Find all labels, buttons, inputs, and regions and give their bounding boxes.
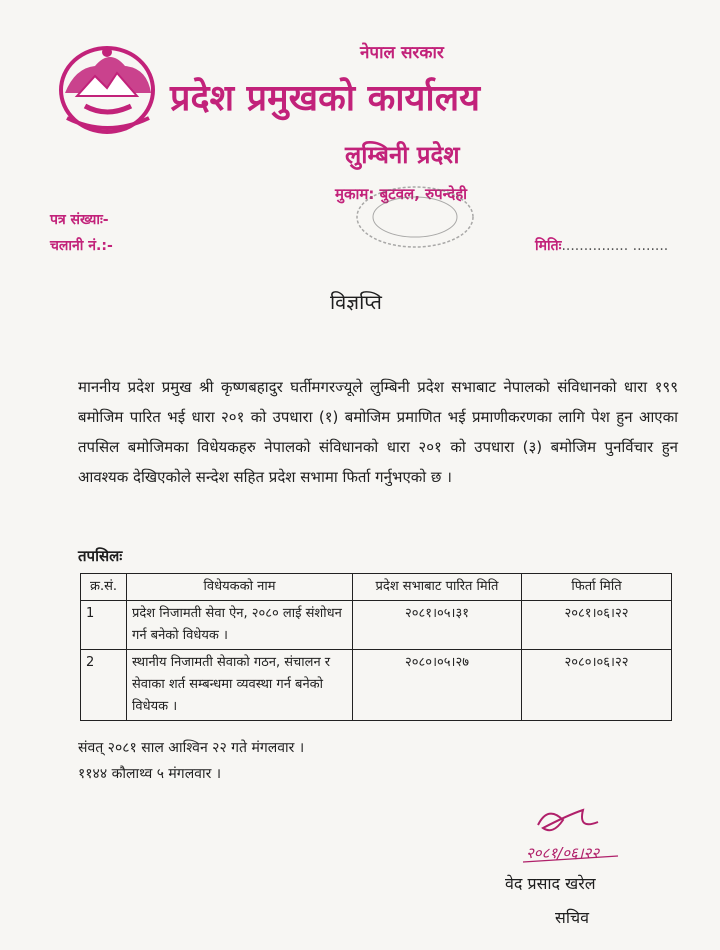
header-returned-date: फिर्ता मिति bbox=[522, 574, 672, 601]
signature-icon bbox=[508, 800, 638, 870]
date-field bbox=[535, 236, 668, 255]
footer-date-ns: ११४४ कौलाथ्व ५ मंगलवार । bbox=[78, 766, 222, 782]
row-returned-date: २०८०।०६।२२ bbox=[522, 650, 672, 721]
header-passed-date: प्रदेश सभाबाट पारित मिति bbox=[353, 574, 522, 601]
footer-date-bs: संवत् २०८१ साल आश्विन २२ गते मंगलवार । bbox=[78, 740, 305, 756]
header-bill-name: विधेयकको नाम bbox=[127, 574, 353, 601]
province-name: लुम्बिनी प्रदेश bbox=[345, 141, 460, 169]
row-passed-date: २०८१।०५।३१ bbox=[353, 601, 522, 650]
row-passed-date: २०८०।०५।२७ bbox=[353, 650, 522, 721]
table-row bbox=[81, 601, 672, 650]
bills-table bbox=[80, 573, 672, 721]
table-row bbox=[81, 650, 672, 721]
header-serial: क्र.सं. bbox=[81, 574, 127, 601]
details-label: तपसिलः bbox=[78, 547, 123, 565]
nepal-emblem-icon bbox=[55, 38, 160, 138]
row-serial: 2 bbox=[81, 650, 127, 721]
office-stamp-icon bbox=[350, 182, 480, 252]
row-bill-name: स्थानीय निजामती सेवाको गठन, संचालन र सेवाका शर्त सम्बन्धमा व्यवस्था गर्न बनेको विधेयक । bbox=[127, 650, 353, 721]
signatory-title: सचिव bbox=[555, 908, 590, 927]
dispatch-number-label: चलानी नं.:- bbox=[50, 238, 113, 254]
government-name: नेपाल सरकार bbox=[360, 43, 444, 63]
row-bill-name: प्रदेश निजामती सेवा ऐन, २०८० लाई संशोधन गर्न बनेको विधेयक । bbox=[127, 601, 353, 650]
date-label: मितिः bbox=[535, 238, 562, 254]
row-returned-date: २०८१।०६।२२ bbox=[522, 601, 672, 650]
date-value: ............... ........ bbox=[561, 238, 669, 254]
signed-date: २०८१/०६।२२ bbox=[526, 844, 600, 862]
notice-title: विज्ञप्ति bbox=[330, 290, 382, 314]
office-title: प्रदेश प्रमुखको कार्यालय bbox=[170, 78, 481, 119]
notice-body: माननीय प्रदेश प्रमुख श्री कृष्णबहादुर घर्तीमगरज्यूले लुम्बिनी प्रदेश सभाबाट नेपालको संविधानको धारा १९९ बमोजिम पारित भई धारा २०१ को उपधारा (१) बमोजिम प्रमाणित भई प्रमाणीकरणका लागि पेश हुन आएका तपसिल बमोजिमका विधेयकहरु नेपालको संविधानको धारा २०१ को उपधारा (३) बमोजिम पुनर्विचार हुन आवश्यक देखिएकोले सन्देश सहित प्रदेश सभामा फिर्ता गर्नुभएको छ । bbox=[78, 378, 678, 486]
table-header-row bbox=[81, 574, 672, 601]
signatory-name: वेद प्रसाद खरेल bbox=[505, 874, 596, 893]
headquarters: मुकाम: बुटवल, रुपन्देही bbox=[335, 185, 468, 203]
letter-number-label: पत्र संख्याः- bbox=[50, 212, 109, 228]
row-serial: 1 bbox=[81, 601, 127, 650]
